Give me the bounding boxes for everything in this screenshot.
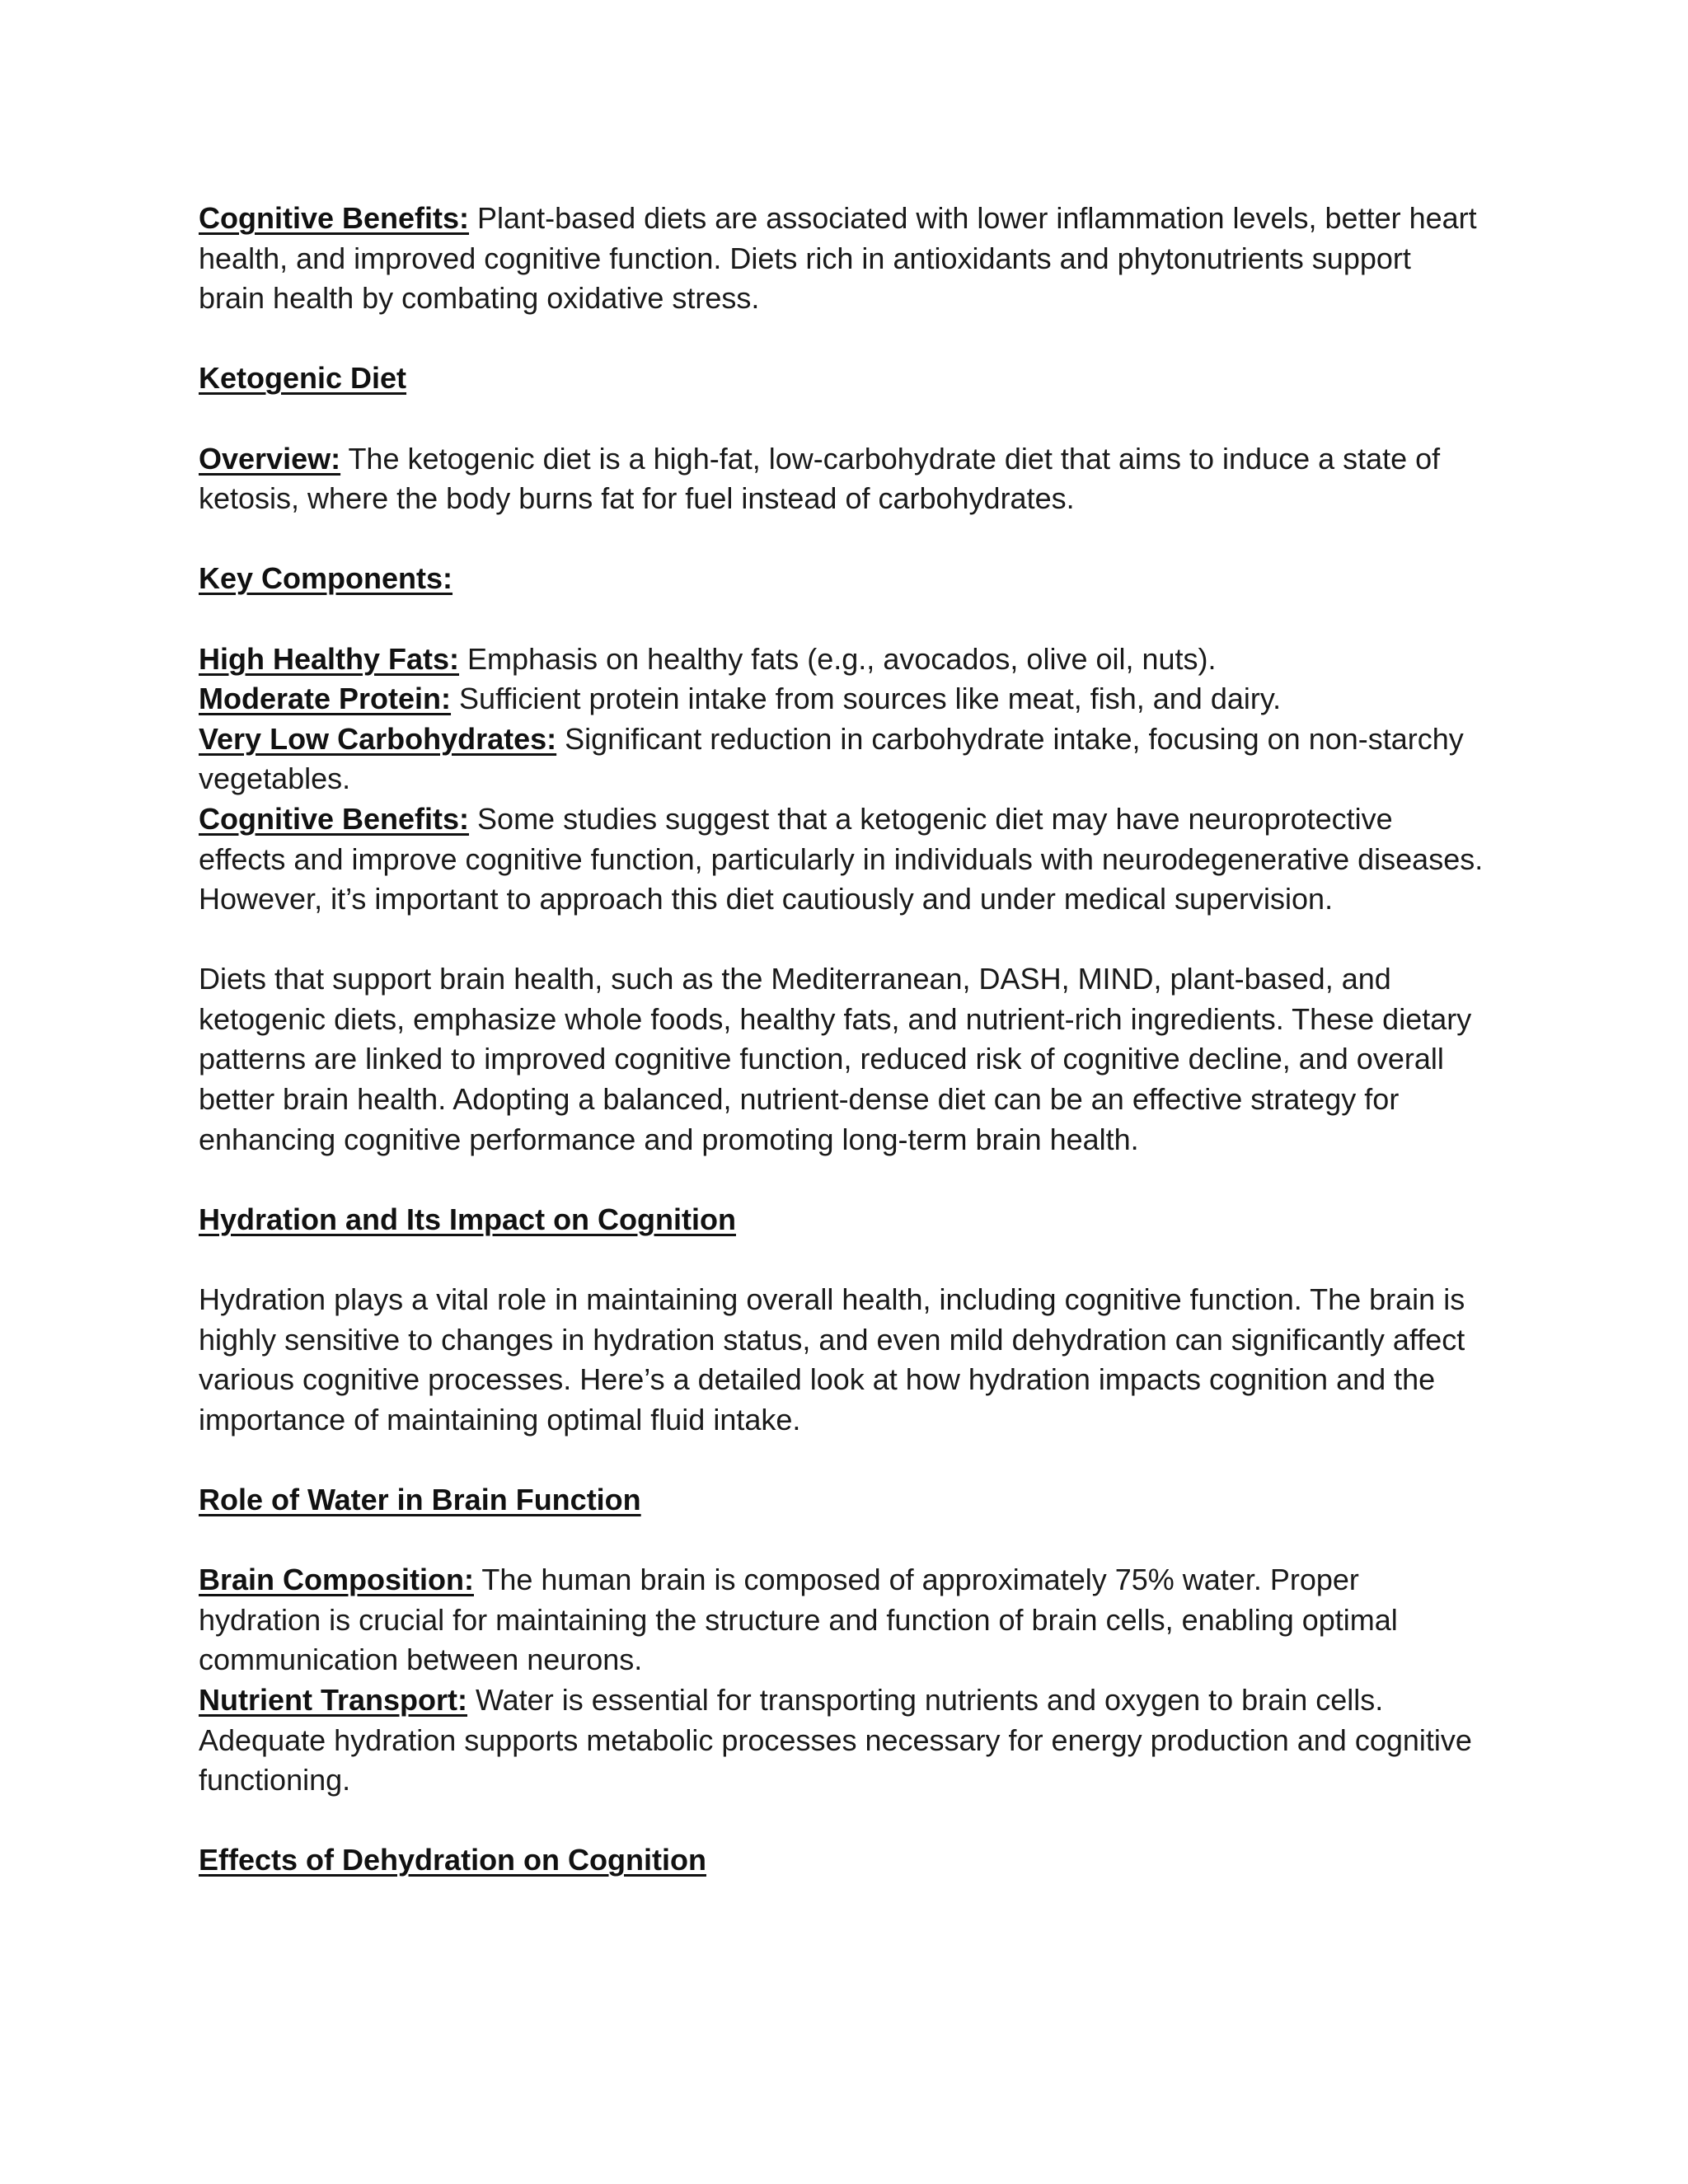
component-text: Sufficient protein intake from sources like meat, fish, and dairy. xyxy=(451,682,1282,716)
spacer xyxy=(199,399,1484,439)
component-label: Cognitive Benefits: xyxy=(199,801,470,836)
spacer xyxy=(199,319,1484,359)
overview-label: Overview: xyxy=(199,441,341,476)
dehydration-effects-heading: Effects of Dehydration on Cognition xyxy=(199,1843,706,1877)
component-moderate-protein xyxy=(199,679,1484,719)
nutrient-transport-label: Nutrient Transport: xyxy=(199,1682,468,1717)
plant-based-cognitive-benefits-paragraph xyxy=(199,199,1484,319)
spacer xyxy=(199,1240,1484,1280)
component-cognitive-benefits xyxy=(199,799,1484,920)
nutrient-transport-text: Water is essential for transporting nutrients and oxygen to brain cells. Adequate hydration supports metabolic processes necessary for energy production and cognitive functioning. xyxy=(199,1682,1472,1797)
spacer xyxy=(199,1440,1484,1480)
role-of-water-heading: Role of Water in Brain Function xyxy=(199,1483,641,1516)
component-very-low-carbohydrates xyxy=(199,719,1484,799)
brain-composition-text: The human brain is composed of approximately 75% water. Proper hydration is crucial for maintaining the structure and function of brain cells, enabling optimal communication between neurons. xyxy=(199,1563,1398,1677)
component-text: Emphasis on healthy fats (e.g., avocados, olive oil, nuts). xyxy=(459,641,1217,676)
cognitive-benefits-text: Plant-based diets are associated with lower inflammation levels, better heart health, and improved cognitive function. Diets rich in antioxidants and phytonutrients support brain health by combating oxidative stress. xyxy=(199,201,1477,316)
spacer xyxy=(199,920,1484,960)
component-high-healthy-fats xyxy=(199,640,1484,680)
component-label: Very Low Carbohydrates: xyxy=(199,721,557,756)
key-components-heading: Key Components: xyxy=(199,561,453,596)
spacer xyxy=(199,519,1484,560)
hydration-intro-paragraph: Hydration plays a vital role in maintaining overall health, including cognitive function. The brain is highly sensitive to changes in hydration status, and even mild dehydration can significantly affect various cognitive processes. Here’s a detailed look at how hydration impacts cognition and the importance of maintaining optimal fluid intake. xyxy=(199,1282,1465,1436)
component-label: Moderate Protein: xyxy=(199,682,452,716)
nutrient-transport-paragraph xyxy=(199,1680,1484,1801)
cognitive-benefits-label: Cognitive Benefits: xyxy=(199,201,470,235)
brain-composition-label: Brain Composition: xyxy=(199,1563,474,1597)
overview-text: The ketogenic diet is a high-fat, low-carbohydrate diet that aims to induce a state of ketosis, where the body burns fat for fuel instead of carbohydrates. xyxy=(199,441,1441,516)
component-text: Significant reduction in carbohydrate intake, focusing on non-starchy vegetables. xyxy=(199,721,1464,796)
spacer xyxy=(199,1160,1484,1200)
ketogenic-diet-heading: Ketogenic Diet xyxy=(199,361,407,396)
component-label: High Healthy Fats: xyxy=(199,641,460,676)
diet-summary-paragraph: Diets that support brain health, such as the Mediterranean, DASH, MIND, plant-based, and ketogenic diets, emphasize whole foods, healthy fats, and nutrient-rich ingredients. These dietary patterns are linked to improved cognitive function, reduced risk of cognitive decline, and overall better brain health. Adopting a balanced, nutrient-dense diet can be an effective strategy for enhancing cognitive performance and promoting long-term brain health. xyxy=(199,962,1472,1156)
spacer xyxy=(199,1801,1484,1841)
brain-composition-paragraph xyxy=(199,1560,1484,1680)
spacer xyxy=(199,1521,1484,1561)
component-text: Some studies suggest that a ketogenic diet may have neuroprotective effects and improve cognitive function, particularly in individuals with neurodegenerative diseases. However, it’s important to approach this diet cautiously and under medical supervision. xyxy=(199,801,1484,916)
spacer xyxy=(199,599,1484,640)
document-body xyxy=(199,199,1484,1881)
hydration-heading: Hydration and Its Impact on Cognition xyxy=(199,1202,736,1236)
ketogenic-overview-paragraph xyxy=(199,439,1484,519)
